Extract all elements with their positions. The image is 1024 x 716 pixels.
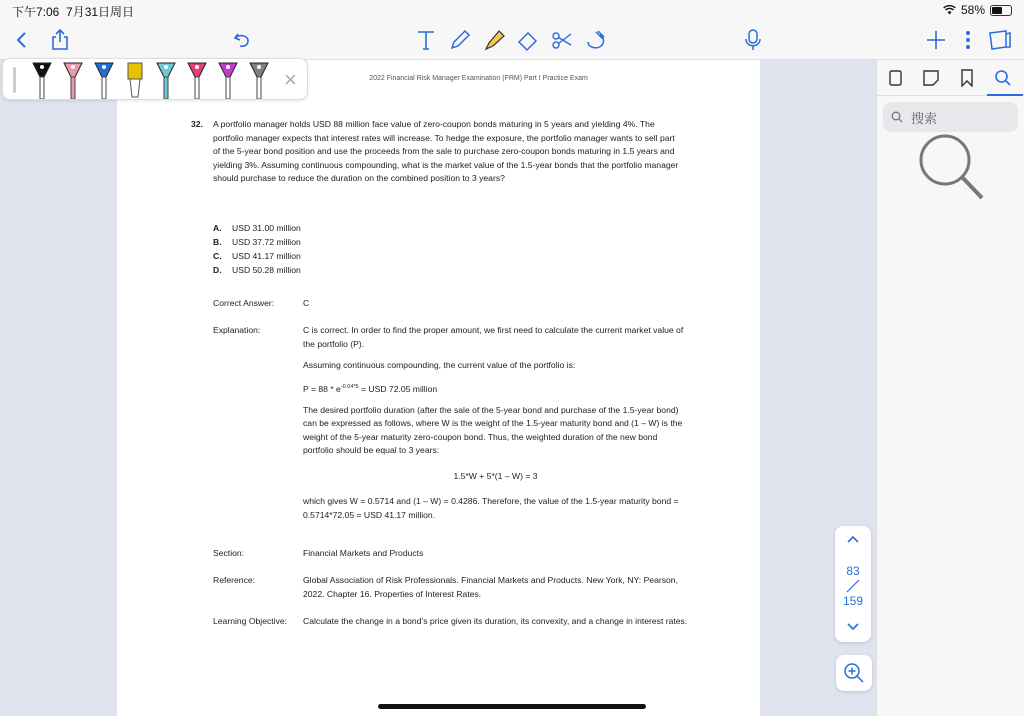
highlighter-icon[interactable] (480, 26, 508, 54)
zoom-button[interactable] (836, 655, 872, 691)
section-label: Section: (213, 548, 245, 558)
current-page[interactable]: 83 (846, 564, 860, 578)
pen-palette (2, 58, 308, 100)
explanation-paragraph: C is correct. In order to find the proper amount, we first need to calculate the current market value of the portfolio (P). (303, 325, 684, 349)
learning-objective-label: Learning Objective: (213, 616, 288, 626)
status-bar (0, 0, 1024, 20)
status-time: 下午7:06 7月31日周日 (12, 5, 135, 19)
outline-icon[interactable] (921, 68, 941, 88)
choice-b: B. USD 37.72 million (213, 237, 301, 247)
pen-swatch-icon[interactable] (186, 61, 208, 99)
explanation-label: Explanation: (213, 325, 261, 335)
reference-row (213, 574, 688, 601)
zoom-in-icon (843, 662, 865, 684)
document-canvas[interactable] (0, 60, 876, 716)
question-number: 32. (191, 119, 203, 129)
reference-label: Reference: (213, 575, 256, 585)
learning-objective-row (213, 615, 688, 629)
page-divider-icon (845, 578, 861, 594)
pen-icon[interactable] (446, 26, 474, 54)
pen-swatch-icon[interactable] (248, 61, 270, 99)
running-head: 2022 Financial Risk Manager Examination (FRM) Part I Practice Exam (369, 75, 588, 82)
choice-a: A. USD 31.00 million (213, 223, 301, 233)
explanation-body (303, 324, 688, 530)
question-text: A portfolio manager holds USD 88 million face value of zero-coupon bonds maturing in 5 years and yielding 4%. The portfolio manager expects that interest rates will increase. To hedge the exposure, the portfolio manager wants to sell part of the 5-year bond position and use the proceeds from the sale to purchase zero-coupon bonds maturing in 1.5 years and yielding 3%. Assuming continuous compounding, what is the market value of the 1.5-year bonds that the portfolio manager should purchase to reduce the duration on the combined position to 3 years? (213, 119, 679, 183)
thumbnails-icon[interactable] (886, 68, 906, 88)
sidebar-tabs (877, 60, 1024, 96)
battery-icon (990, 5, 1012, 16)
correct-answer-value: C (303, 298, 310, 308)
search-icon (891, 111, 903, 123)
pen-swatch-icon[interactable] (124, 61, 146, 99)
chevron-down-icon[interactable] (847, 622, 859, 632)
status-date: 7月31日周日 (66, 5, 135, 19)
scissors-icon[interactable] (548, 26, 576, 54)
more-icon[interactable] (954, 26, 982, 54)
pdf-page (117, 60, 760, 716)
choice-c: C. USD 41.17 million (213, 251, 301, 261)
eraser-icon[interactable] (514, 26, 542, 54)
explanation-row (213, 324, 688, 530)
palette-handle[interactable] (13, 67, 16, 93)
choice-d: D. USD 50.28 million (213, 265, 301, 275)
question-block (191, 118, 683, 186)
active-tab-indicator (987, 94, 1023, 96)
text-tool-icon[interactable] (412, 26, 440, 54)
pen-swatch-icon[interactable] (62, 61, 84, 99)
back-icon[interactable] (8, 26, 36, 54)
explanation-paragraph: which gives W = 0.5714 and (1 – W) = 0.4286. Therefore, the value of the 1.5-year maturity bond = 0.5714*72.05 = USD 41.17 million. (303, 496, 679, 520)
add-icon[interactable] (922, 26, 950, 54)
mic-icon[interactable] (739, 26, 767, 54)
close-icon[interactable]: × (284, 67, 297, 92)
notebook-icon[interactable] (986, 26, 1014, 54)
sidebar (876, 60, 1024, 716)
wifi-icon (943, 5, 956, 15)
page-navigator (835, 526, 871, 642)
correct-answer-label: Correct Answer: (213, 298, 275, 308)
section-row (213, 547, 688, 561)
learning-objective-value: Calculate the change in a bond’s price given its duration, its convexity, and a change in interest rates. (303, 616, 688, 626)
total-pages: 159 (842, 594, 864, 608)
search-input[interactable] (883, 102, 1018, 132)
correct-answer-row (213, 297, 688, 311)
battery-percent: 58% (960, 3, 985, 17)
explanation-paragraph: The desired portfolio duration (after the sale of the 5-year bond and purchase of the 1.5-year bond) can be expressed as follows, where W is the weight of the 1.5-year maturity bond and (1 – W) is the weight of the 5-year maturity zero-coupon bond. Thus, the weighted duration of the new bond portfolio should be equal to 3 years: (303, 404, 683, 456)
pen-swatch-icon[interactable] (31, 61, 53, 99)
share-icon[interactable] (46, 26, 74, 54)
search-tab-icon[interactable] (993, 68, 1013, 88)
chevron-up-icon[interactable] (847, 534, 859, 544)
toolbar (0, 20, 1024, 60)
undo-icon[interactable] (229, 26, 257, 54)
search-placeholder: 搜索 (911, 110, 938, 126)
formula-duration: 1.5*W + 5*(1 – W) = 3 (453, 470, 538, 481)
reference-value: Global Association of Risk Professionals. Financial Markets and Products. New York, NY: Pearson, 2022. Chapter 16. Properties of Interest Rates. (303, 575, 678, 599)
shape-tool-icon[interactable] (582, 26, 610, 54)
section-value: Financial Markets and Products (303, 548, 424, 558)
magnifier-illustration-icon (915, 132, 987, 204)
explanation-paragraph: Assuming continuous compounding, the current value of the portfolio is: (303, 360, 576, 370)
home-indicator[interactable] (378, 704, 646, 709)
pen-swatch-icon[interactable] (155, 61, 177, 99)
pen-swatch-icon[interactable] (93, 61, 115, 99)
bookmark-icon[interactable] (957, 68, 977, 88)
answer-choices (213, 222, 301, 278)
formula-present-value: $P = 88 * e^{-0.04*5}$ = USD 72.05 million (303, 383, 438, 394)
pen-swatch-icon[interactable] (217, 61, 239, 99)
